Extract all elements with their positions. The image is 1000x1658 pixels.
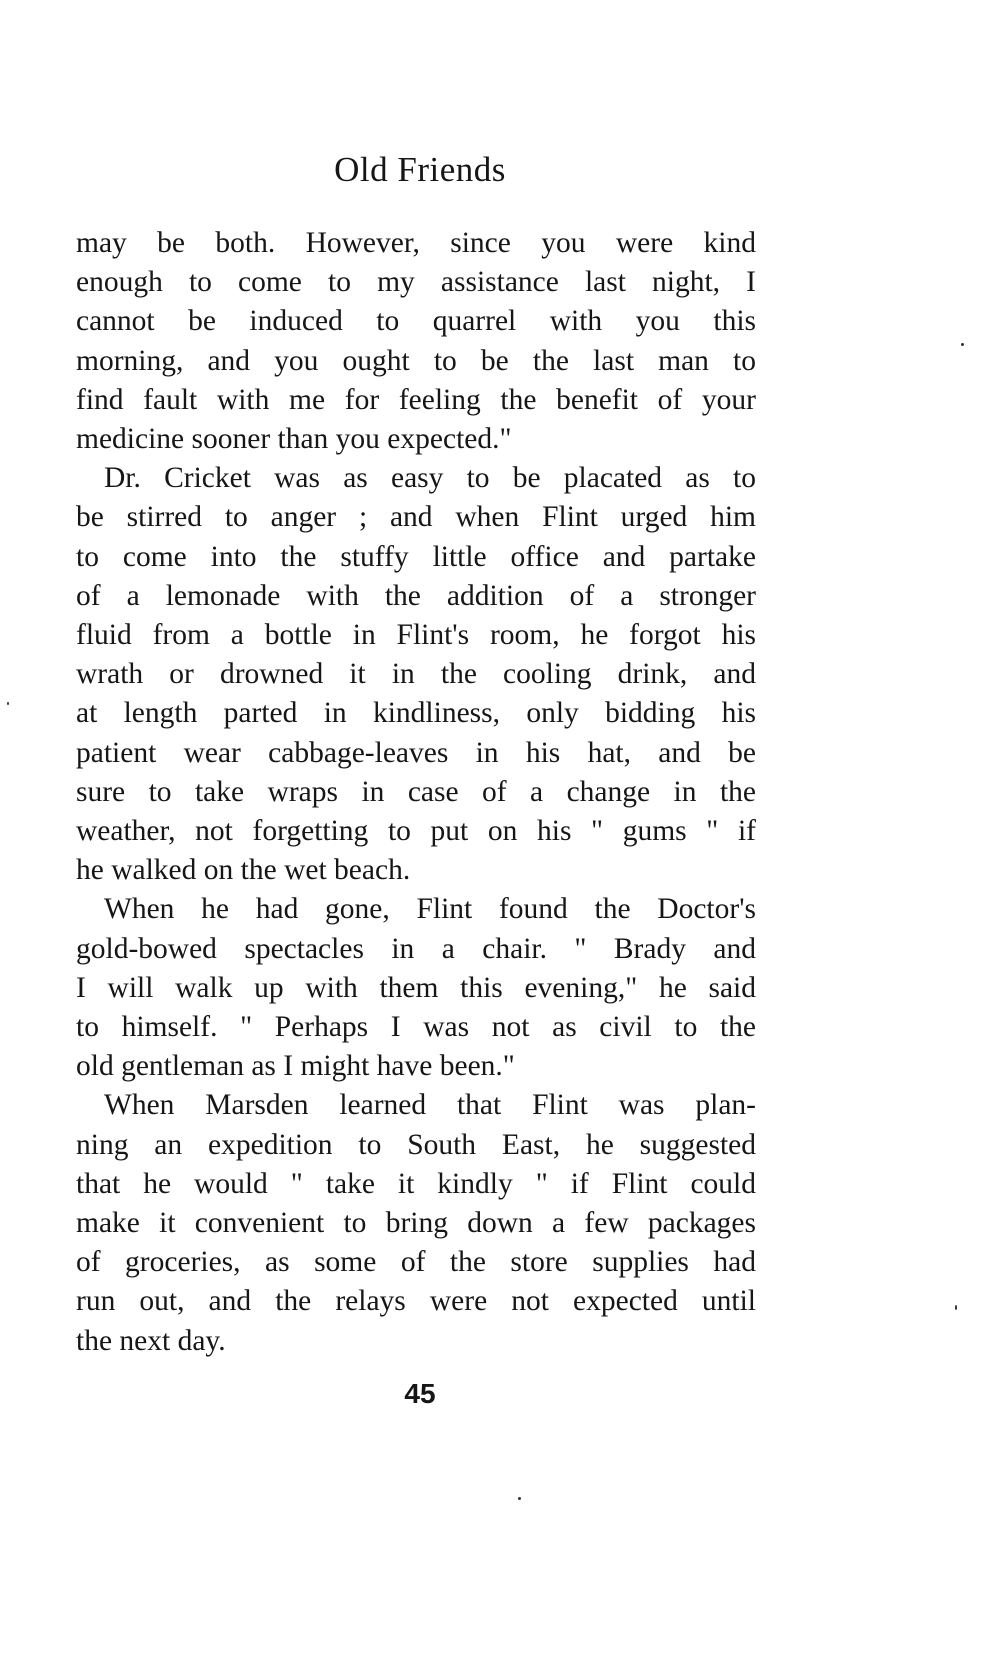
scan-speck	[7, 702, 9, 705]
text-line: make it convenient to bring down a few packages	[76, 1207, 756, 1240]
text-line: gold-bowed spectacles in a chair. " Brady and	[76, 932, 756, 965]
text-line: patient wear cabbage-leaves in his hat, and be	[76, 736, 756, 769]
text-line: run out, and the relays were not expected until	[76, 1285, 756, 1318]
text-line: fluid from a bottle in Flint's room, he forgot his	[76, 619, 756, 652]
text-line: of groceries, as some of the store supplies had	[76, 1246, 756, 1279]
scan-speck	[955, 1305, 957, 1310]
text-line: ning an expedition to South East, he suggested	[76, 1128, 756, 1161]
text-line: sure to take wraps in case of a change in the	[76, 775, 756, 808]
text-line: the next day.	[76, 1324, 226, 1357]
text-line: morning, and you ought to be the last man to	[76, 344, 756, 377]
text-line: wrath or drowned it in the cooling drink, and	[76, 658, 756, 691]
text-line: When he had gone, Flint found the Doctor's	[104, 893, 756, 926]
text-line: cannot be induced to quarrel with you this	[76, 305, 756, 338]
text-line: When Marsden learned that Flint was plan-	[104, 1089, 756, 1122]
running-head: Old Friends	[334, 150, 506, 189]
text-line: medicine sooner than you expected."	[76, 423, 512, 456]
text-line: at length parted in kindliness, only bidding his	[76, 697, 756, 730]
text-line: he walked on the wet beach.	[76, 854, 411, 887]
text-line: Dr. Cricket was as easy to be placated as to	[104, 462, 756, 495]
text-line: I will walk up with them this evening," he said	[76, 971, 756, 1004]
body-text	[76, 224, 756, 1361]
text-line: enough to come to my assistance last night, I	[76, 266, 756, 299]
text-line: to himself. " Perhaps I was not as civil to the	[76, 1011, 756, 1044]
text-line: may be both. However, since you were kind	[76, 227, 756, 259]
text-line: to come into the stuffy little office and partake	[76, 540, 756, 573]
text-line: weather, not forgetting to put on his " gums " if	[76, 815, 756, 848]
text-line: be stirred to anger ; and when Flint urged him	[76, 501, 756, 534]
text-line: of a lemonade with the addition of a stronger	[76, 579, 756, 612]
text-line: old gentleman as I might have been."	[76, 1050, 515, 1083]
page-number: 45	[404, 1378, 436, 1409]
text-line: that he would " take it kindly " if Flint could	[76, 1167, 756, 1200]
scan-speck	[961, 343, 964, 346]
scan-speck	[518, 1497, 521, 1500]
text-line: find fault with me for feeling the benefit of your	[76, 383, 756, 416]
